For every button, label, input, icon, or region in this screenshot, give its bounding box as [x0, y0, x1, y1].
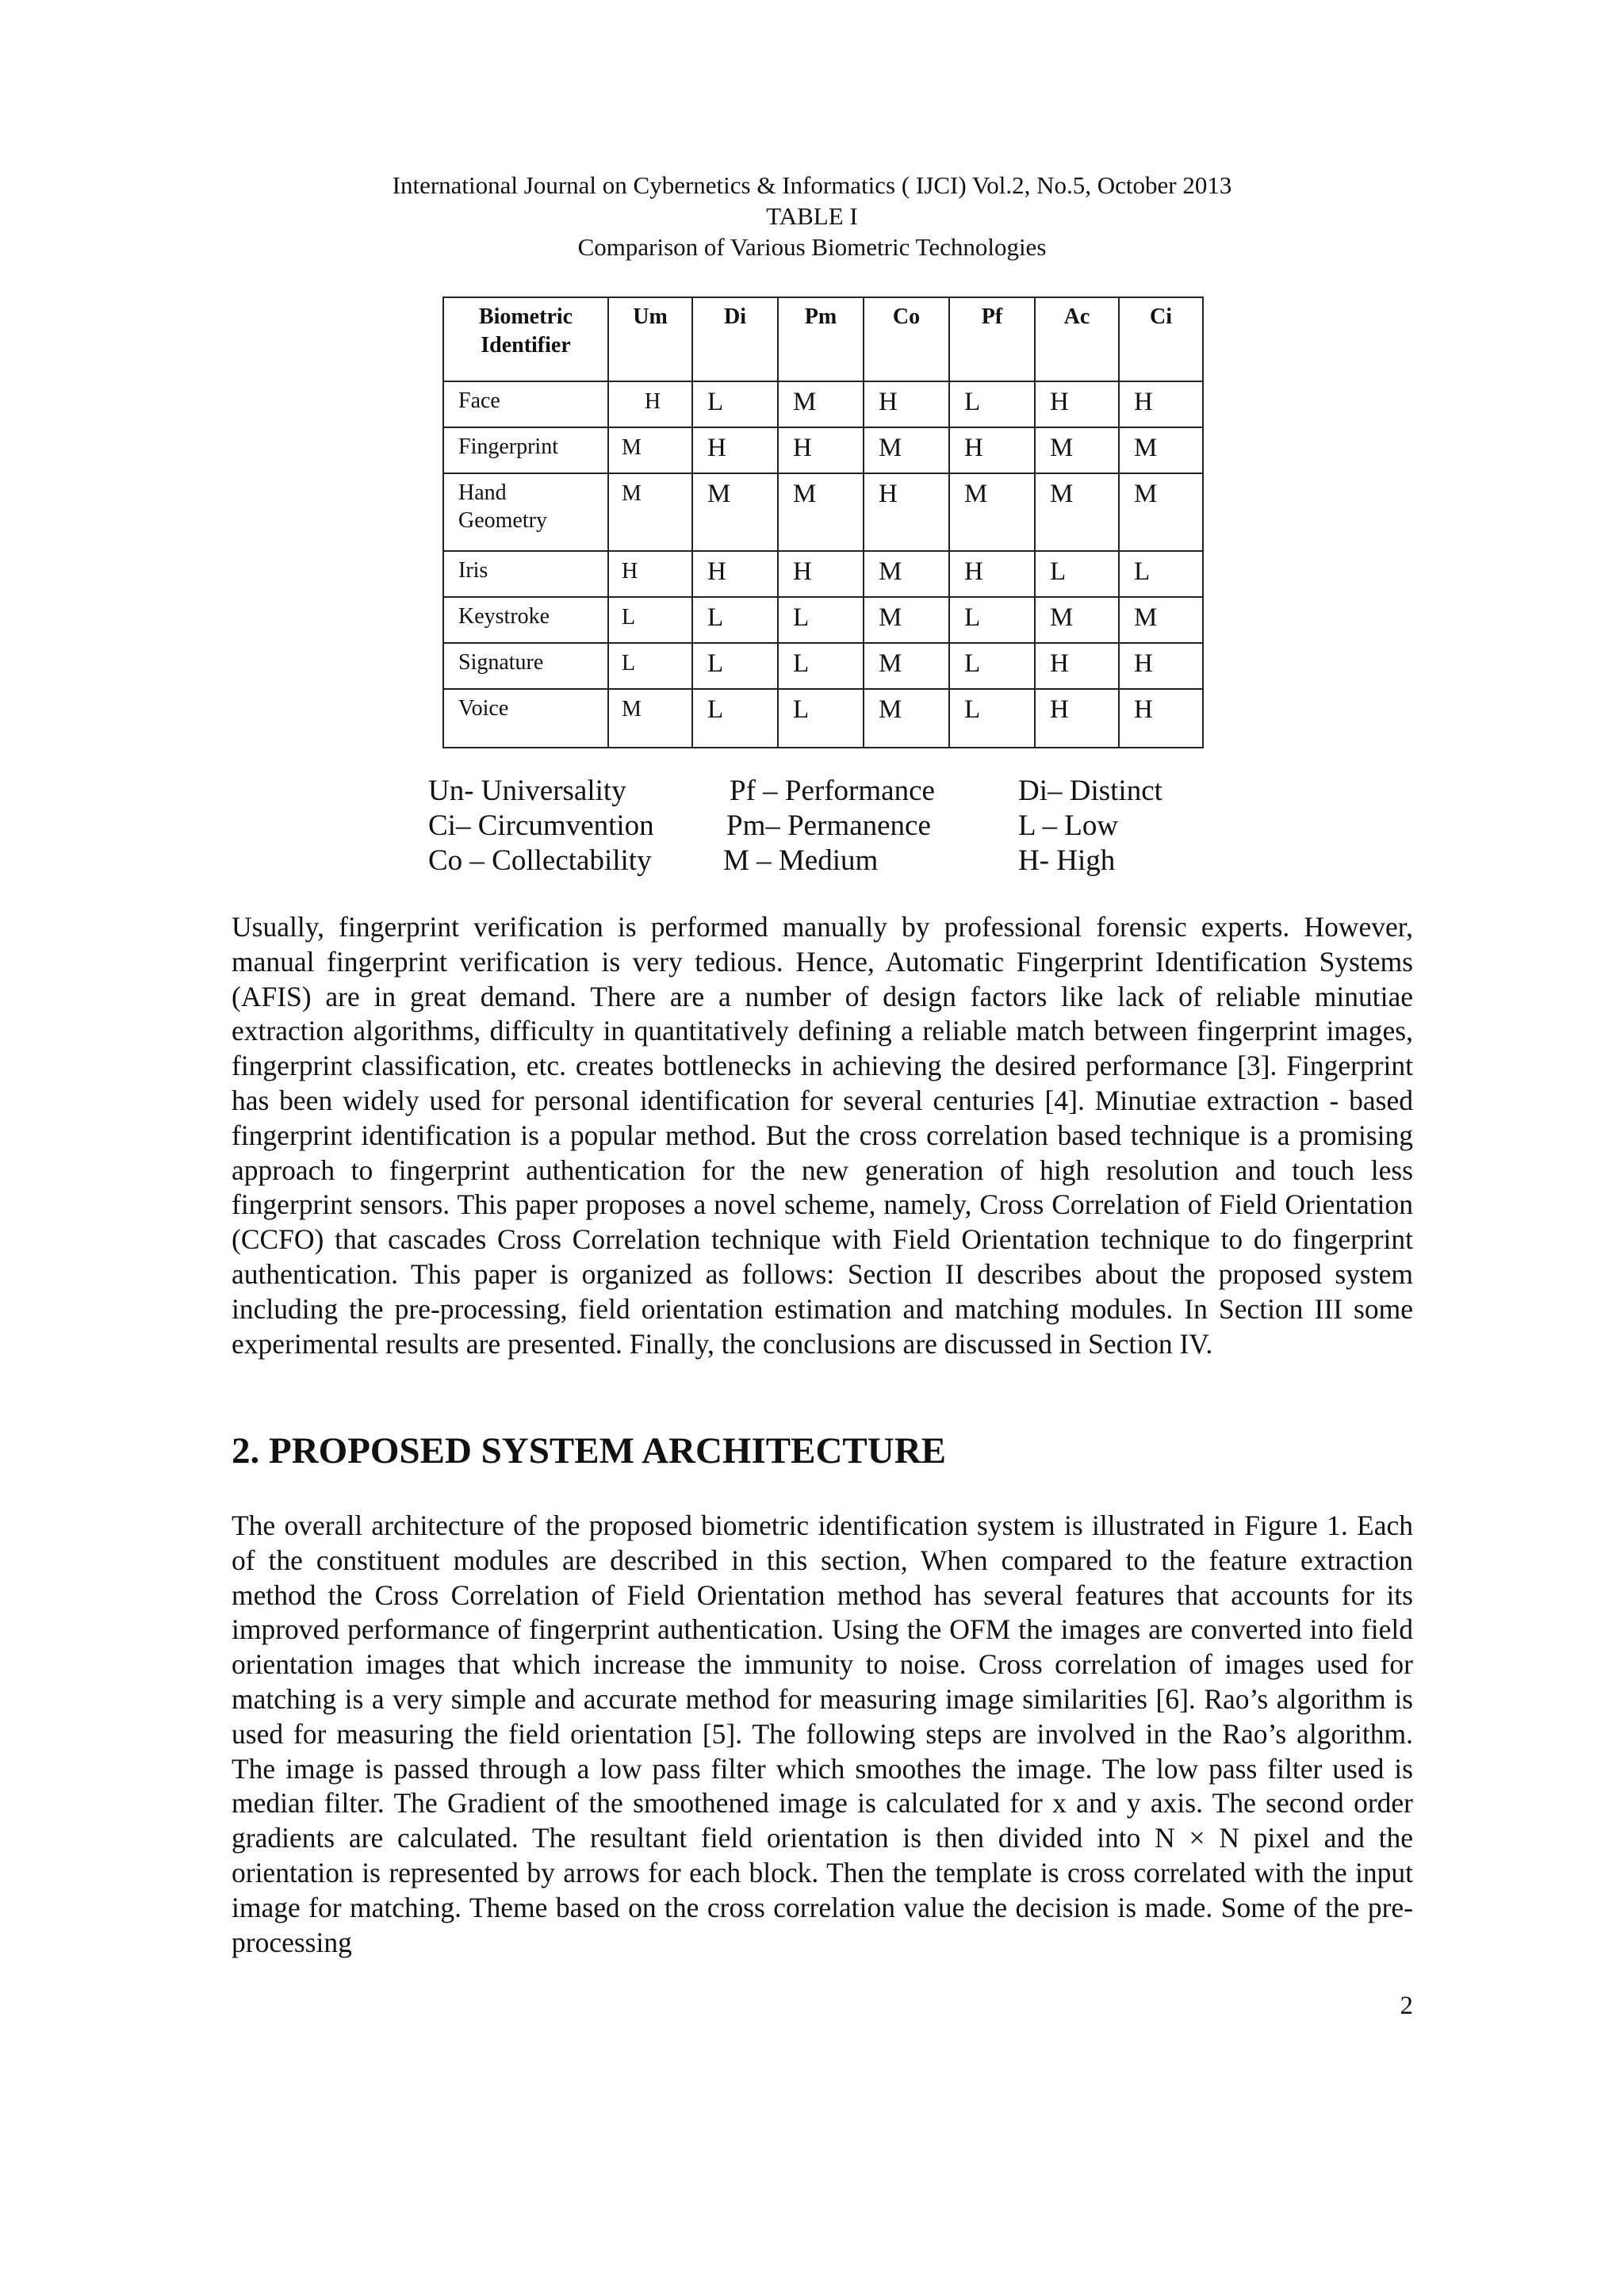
column-header: Pm: [778, 297, 864, 381]
table-cell: M: [1119, 427, 1203, 473]
column-header: Co: [864, 297, 949, 381]
table-cell: M: [864, 643, 949, 689]
table-legend: [428, 774, 1221, 878]
table-cell: L: [692, 689, 778, 748]
legend-entry: L – Low: [1018, 809, 1119, 842]
table-cell: L: [692, 597, 778, 643]
table-cell: H: [692, 551, 778, 597]
table-cell: M: [778, 473, 864, 551]
legend-entry: M – Medium: [723, 844, 879, 877]
table-cell: M: [949, 473, 1035, 551]
table-cell: M: [608, 427, 692, 473]
table-cell: L: [1119, 551, 1203, 597]
table-cell: M: [1119, 597, 1203, 643]
table-cell: Iris: [443, 551, 608, 597]
table-cell: H: [1035, 643, 1119, 689]
page-number: 2: [1400, 1992, 1413, 2020]
legend-entry: H- High: [1018, 844, 1116, 877]
table-cell: L: [949, 689, 1035, 748]
table-label: TABLE I: [766, 202, 858, 230]
legend-entry: Co – Collectability: [428, 844, 652, 877]
table-row: [443, 473, 1203, 551]
table-title: Comparison of Various Biometric Technologies: [577, 233, 1047, 261]
architecture-paragraph: The overall architecture of the proposed biometric identification system is illustrated in Figure 1. Each of the constituent modules are described in this section, When compared to the feature extraction method the Cross Correlation of Field Orientation method has several features that accounts for its improved performance of fingerprint authentication. Using the OFM the images are converted into field orientation images that which increase the immunity to noise. Cross correlation of images used for matching is a very simple and accurate method for measuring image similarities [6]. Rao’s algorithm is used for measuring the field orientation [5]. The following steps are involved in the Rao’s algorithm. The image is passed through a low pass filter which smoothes the image. The low pass filter used is median filter. The Gradient of the smoothened image is calculated for x and y axis. The second order gradients are calculated. The resultant field orientation is then divided into N × N pixel and the orientation is represented by arrows for each block. Then the template is cross correlated with the input image for matching. Theme based on the cross correlation value the decision is made. Some of the pre-processing: [232, 1510, 1413, 1958]
legend-row: [428, 774, 1221, 809]
table-cell: M: [864, 427, 949, 473]
column-header: Ci: [1119, 297, 1203, 381]
table-cell: H: [1119, 689, 1203, 748]
legend-entry: Ci– Circumvention: [428, 809, 654, 842]
table-cell: Keystroke: [443, 597, 608, 643]
table-cell: H: [1119, 381, 1203, 427]
table-cell: H: [864, 473, 949, 551]
table-cell: M: [864, 551, 949, 597]
table-cell: H: [949, 427, 1035, 473]
table-cell: M: [608, 689, 692, 748]
table-cell: H: [1035, 689, 1119, 748]
legend-entry: Pf – Performance: [730, 775, 935, 807]
table-cell: Face: [443, 381, 608, 427]
table-cell: Voice: [443, 689, 608, 748]
table-cell: L: [778, 689, 864, 748]
table-cell: H: [949, 551, 1035, 597]
table-cell: L: [608, 643, 692, 689]
table-row: [443, 643, 1203, 689]
table-cell: Hand Geometry: [443, 473, 608, 551]
table-row: [443, 597, 1203, 643]
column-header: Di: [692, 297, 778, 381]
table-cell: L: [1035, 551, 1119, 597]
table-cell: L: [608, 597, 692, 643]
table-cell: L: [692, 381, 778, 427]
legend-entry: Pm– Permanence: [726, 809, 931, 842]
table-cell: H: [778, 551, 864, 597]
table-cell: H: [608, 551, 692, 597]
table-cell: H: [1119, 643, 1203, 689]
table-cell: M: [864, 597, 949, 643]
table-cell: Signature: [443, 643, 608, 689]
table-cell: H: [1035, 381, 1119, 427]
column-header: Biometric Identifier: [443, 297, 608, 381]
column-header: Ac: [1035, 297, 1119, 381]
table-cell: Fingerprint: [443, 427, 608, 473]
table-cell: L: [778, 597, 864, 643]
table-cell: L: [949, 597, 1035, 643]
table-cell: L: [778, 643, 864, 689]
table-cell: M: [1035, 473, 1119, 551]
table-cell: M: [692, 473, 778, 551]
table-row: [443, 689, 1203, 748]
table-cell: H: [608, 381, 692, 427]
table-cell: M: [864, 689, 949, 748]
table-cell: H: [778, 427, 864, 473]
table-cell: M: [778, 381, 864, 427]
table-cell: L: [692, 643, 778, 689]
table-row: [443, 427, 1203, 473]
table-cell: L: [949, 381, 1035, 427]
table-header-row: [443, 297, 1203, 381]
legend-entry: Un- Universality: [428, 775, 626, 807]
section-heading: 2. PROPOSED SYSTEM ARCHITECTURE: [232, 1430, 946, 1471]
table-cell: H: [692, 427, 778, 473]
table-cell: M: [1035, 597, 1119, 643]
legend-row: [428, 809, 1221, 844]
journal-line: International Journal on Cybernetics & Informatics ( IJCI) Vol.2, No.5, October 2013: [392, 171, 1232, 199]
table-row: [443, 381, 1203, 427]
legend-entry: Di– Distinct: [1018, 775, 1162, 807]
table-cell: M: [1119, 473, 1203, 551]
table-cell: L: [949, 643, 1035, 689]
page-header: [0, 170, 1624, 262]
column-header: Pf: [949, 297, 1035, 381]
table-row: [443, 551, 1203, 597]
table-cell: M: [1035, 427, 1119, 473]
legend-row: [428, 844, 1221, 878]
table-cell: H: [864, 381, 949, 427]
biometric-comparison-table: [442, 297, 1204, 748]
table-cell: M: [608, 473, 692, 551]
intro-paragraph: Usually, fingerprint verification is performed manually by professional forensic experts. However, manual fingerprint verification is very tedious. Hence, Automatic Fingerprint Identification Systems (AFIS) are in great demand. There are a number of design factors like lack of reliable minutiae extraction algorithms, difficulty in quantitatively defining a reliable match between fingerprint images, fingerprint classification, etc. creates bottlenecks in achieving the desired performance [3]. Fingerprint has been widely used for personal identification for several centuries [4]. Minutiae extraction - based fingerprint identification is a popular method. But the cross correlation based technique is a promising approach to fingerprint authentication for the new generation of high resolution and touch less fingerprint sensors. This paper proposes a novel scheme, namely, Cross Correlation of Field Orientation (CCFO) that cascades Cross Correlation technique with Field Orientation technique to do fingerprint authentication. This paper is organized as follows: Section II describes about the proposed system including the pre-processing, field orientation estimation and matching modules. In Section III some experimental results are presented. Finally, the conclusions are discussed in Section IV.: [232, 911, 1413, 1360]
column-header: Um: [608, 297, 692, 381]
